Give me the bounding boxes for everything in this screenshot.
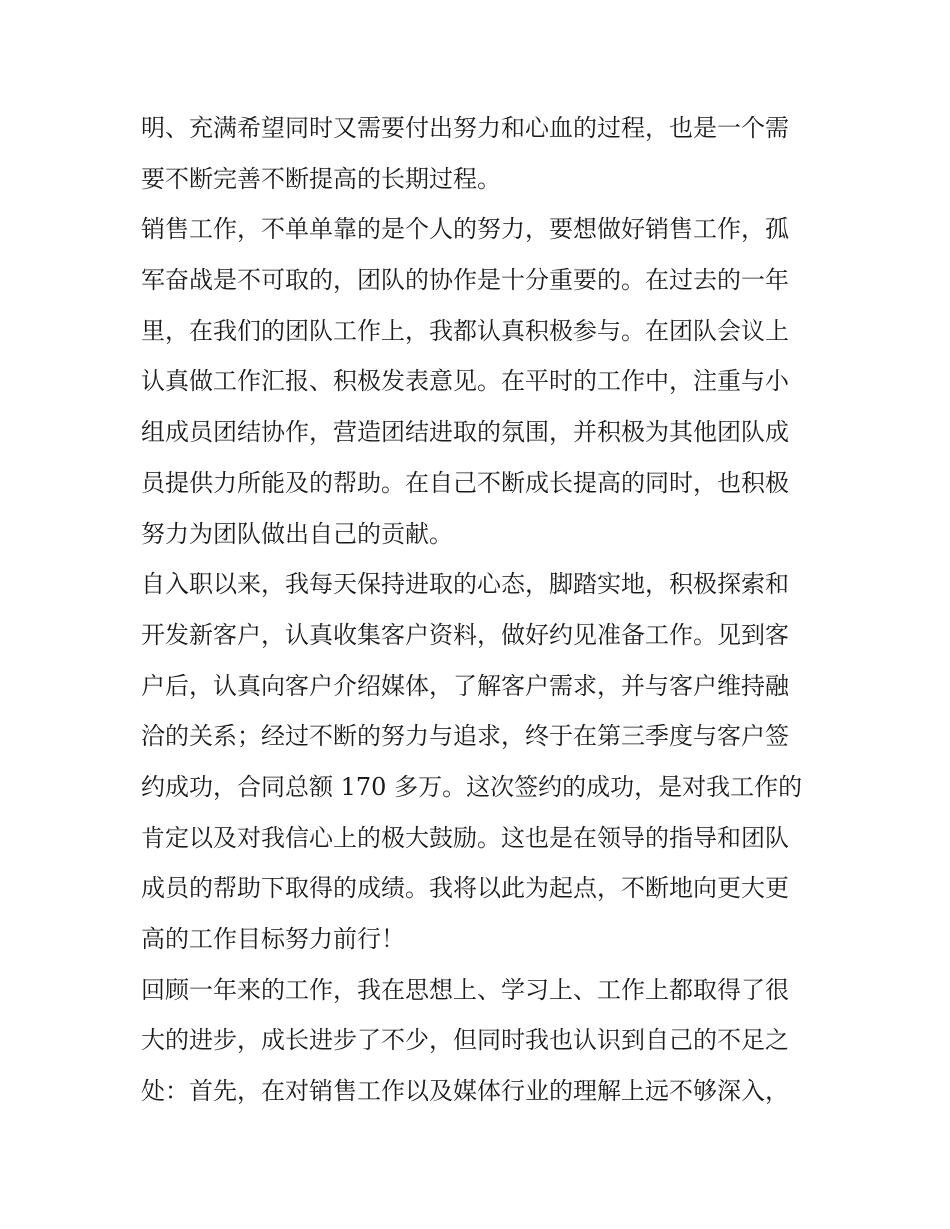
- document-body: [141, 103, 831, 1117]
- text-line: 努力为团队做出自己的贡献。: [141, 519, 453, 548]
- text-line: 自入职以来，我每天保持进取的心态，脚踏实地，积极探索和: [141, 570, 789, 599]
- text-line: 销售工作，不单单靠的是个人的努力，要想做好销售工作，孤: [141, 215, 789, 244]
- text-line: 里，在我们的团队工作上，我都认真积极参与。在团队会议上: [141, 316, 789, 345]
- text-line: 处：首先，在对销售工作以及媒体行业的理解上远不够深入，: [141, 1077, 789, 1106]
- text-line: 洽的关系；经过不断的努力与追求，终于在第三季度与客户签: [141, 722, 789, 751]
- text-line: 组成员团结协作，营造团结进取的氛围，并积极为其他团队成: [141, 418, 789, 447]
- text-line: 高的工作目标努力前行！: [141, 925, 405, 953]
- text-line: 员提供力所能及的帮助。在自己不断成长提高的同时，也积极: [141, 468, 789, 497]
- text-line: 开发新客户，认真收集客户资料，做好约见准备工作。见到客: [141, 620, 789, 649]
- text-line: 肯定以及对我信心上的极大鼓励。这也是在领导的指导和团队: [141, 823, 789, 852]
- text-line: 回顾一年来的工作，我在思想上、学习上、工作上都取得了很: [141, 975, 789, 1004]
- text-line: 户后，认真向客户介绍媒体，了解客户需求，并与客户维持融: [141, 671, 789, 700]
- text-line: 明、充满希望同时又需要付出努力和心血的过程，也是一个需: [141, 114, 789, 142]
- text-line: 要不断完善不断提高的长期过程。: [141, 164, 501, 193]
- text-line: 约成功，合同总额 170 多万。这次签约的成功，是对我工作的: [141, 772, 803, 801]
- text-line: 军奋战是不可取的，团队的协作是十分重要的。在过去的一年: [141, 266, 789, 295]
- text-line: 认真做工作汇报、积极发表意见。在平时的工作中，注重与小: [141, 367, 789, 396]
- text-line: 成员的帮助下取得的成绩。我将以此为起点，不断地向更大更: [141, 874, 789, 903]
- text-line: 大的进步，成长进步了不少，但同时我也认识到自己的不足之: [141, 1026, 789, 1055]
